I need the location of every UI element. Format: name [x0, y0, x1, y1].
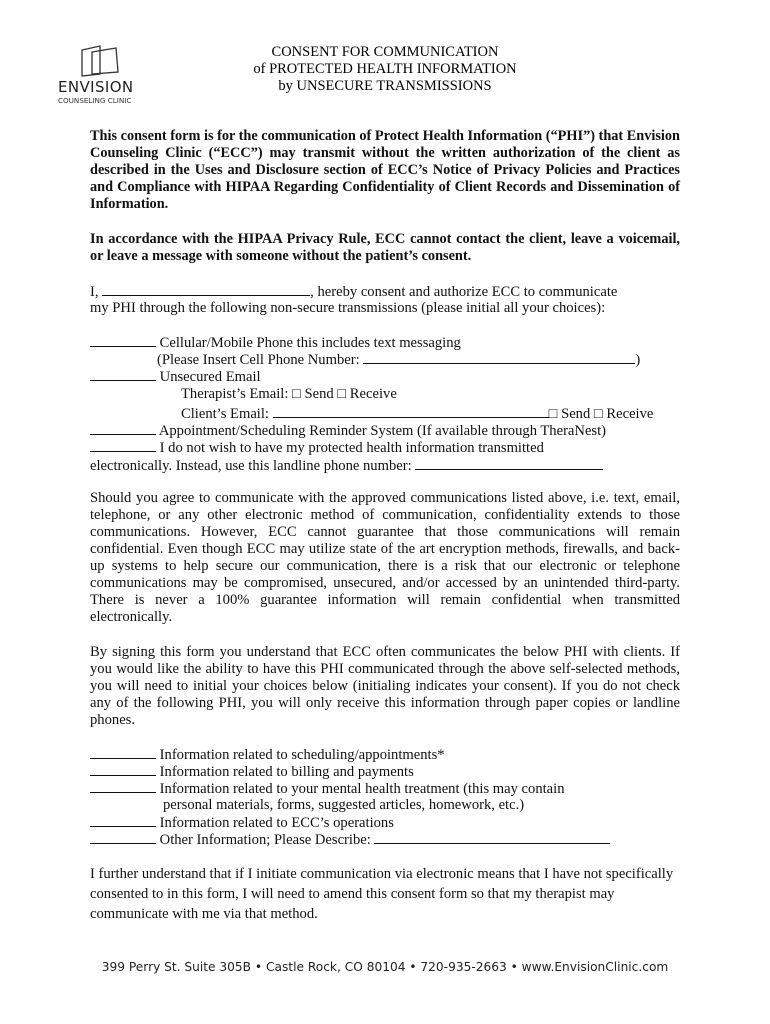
phi-mental-label: Information related to your mental health treatment (this may contain — [159, 781, 565, 797]
client-name-field[interactable] — [102, 283, 310, 296]
cell-number-label: (Please Insert Cell Phone Number: — [157, 352, 360, 368]
initial-field-scheduling[interactable] — [90, 746, 156, 759]
phi-signing-paragraph: By signing this form you understand that ECC often communicates the below PHI with clients. If you would like the ability to have this PHI communicated through the above self-selected methods, you will need to initial your choices below (initialing indicates your consent). If you do not check any of the following PHI, you will only receive this information through paper copies or landline phones. — [90, 644, 680, 728]
consent-line-2: my PHI through the following non-secure transmissions (please initial all your choices): — [90, 300, 606, 316]
phi-option-billing — [90, 763, 414, 781]
client-email-line — [181, 405, 653, 423]
landline-line — [90, 457, 603, 475]
cell-number-line — [157, 351, 640, 369]
clinic-logo — [58, 44, 148, 108]
initial-field-email[interactable] — [90, 368, 156, 381]
initial-field-other[interactable] — [90, 831, 156, 844]
cell-number-field[interactable] — [363, 351, 635, 364]
landline-field[interactable] — [415, 457, 603, 470]
logo-mark-icon — [78, 44, 122, 78]
option-no-electronic-label: I do not wish to have my protected health information transmitted — [159, 440, 544, 456]
phi-option-scheduling — [90, 746, 445, 764]
phi-option-other — [90, 831, 610, 849]
option-email — [90, 368, 261, 386]
therapist-email-line: Therapist’s Email: □ Send □ Receive — [181, 386, 397, 402]
document-title — [200, 44, 570, 95]
option-cell-phone — [90, 334, 461, 352]
client-email-field[interactable] — [273, 405, 549, 418]
initial-field-cell[interactable] — [90, 334, 156, 347]
title-line-2: of PROTECTED HEALTH INFORMATION — [253, 61, 517, 77]
option-appointment-label: Appointment/Scheduling Reminder System (If available through TheraNest) — [158, 423, 607, 439]
title-line-3: by UNSECURE TRANSMISSIONS — [278, 78, 492, 94]
confidentiality-paragraph: Should you agree to communicate with the approved communications listed above, i.e. text, email, telephone, or any other electronic method of communication, confidentiality extends to those communications. However, ECC cannot guarantee that those communications will remain confidential. Even though ECC may utilize state of the art encryption methods, firewalls, and back-up systems to help secure our communication, there is a risk that our electronic or telephone communications may be compromised, unsecured, and/or accessed by an unintended third-party. There is never a 100% guarantee information will remain confidential when transmitted electronically. — [90, 490, 680, 625]
option-no-electronic — [90, 439, 544, 457]
phi-scheduling-label: Information related to scheduling/appointments* — [159, 747, 445, 763]
phi-option-operations — [90, 814, 394, 832]
title-line-1: CONSENT FOR COMMUNICATION — [271, 44, 499, 60]
consent-line — [90, 283, 617, 301]
option-cell-label: Cellular/Mobile Phone this includes text messaging — [159, 335, 461, 351]
phi-other-label: Other Information; Please Describe: — [159, 832, 371, 848]
initial-field-mental-health[interactable] — [90, 780, 156, 793]
hipaa-paragraph: In accordance with the HIPAA Privacy Rule, ECC cannot contact the client, leave a voicemail, or leave a message with someone without the patient’s consent. — [90, 231, 680, 264]
footer-contact: 399 Perry St. Suite 305B • Castle Rock, CO 80104 • 720-935-2663 • www.EnvisionClinic.com — [101, 960, 669, 974]
initial-field-appointment[interactable] — [90, 422, 156, 435]
option-appointment — [90, 422, 606, 440]
phi-operations-label: Information related to ECC’s operations — [159, 815, 394, 831]
phi-mental-continued: personal materials, forms, suggested articles, homework, etc.) — [163, 797, 525, 813]
phi-billing-label: Information related to billing and payments — [159, 764, 414, 780]
consent-prefix: I, — [90, 284, 99, 300]
consent-suffix: , hereby consent and authorize ECC to communicate — [310, 284, 618, 300]
client-email-label: Client’s Email: — [181, 406, 269, 422]
landline-label: electronically. Instead, use this landline phone number: — [90, 458, 412, 474]
phi-option-mental-health — [90, 780, 565, 798]
initial-field-billing[interactable] — [90, 763, 156, 776]
initial-field-operations[interactable] — [90, 814, 156, 827]
amend-paragraph: I further understand that if I initiate communication via electronic means that I have not specifically consented to in this form, I will need to amend this consent form so that my therapist may communicate with me via that method. — [90, 866, 674, 922]
logo-subtitle: COUNSELING CLINIC — [58, 96, 132, 105]
other-describe-field[interactable] — [374, 831, 610, 844]
cell-number-close: ) — [635, 352, 641, 368]
intro-paragraph: This consent form is for the communication of Protect Health Information (“PHI”) that Envision Counseling Clinic (“ECC”) may transmit without the written authorization of the client as described in the Uses and Disclosure section of ECC’s Notice of Privacy Policies and Practices and Compliance with HIPAA Regarding Confidentiality of Client Records and Dissemination of Information. — [90, 128, 680, 212]
initial-field-no-electronic[interactable] — [90, 439, 156, 452]
logo-name: ENVISION — [58, 78, 134, 96]
option-email-label: Unsecured Email — [159, 369, 261, 385]
client-email-choices: □ Send □ Receive — [548, 406, 654, 422]
